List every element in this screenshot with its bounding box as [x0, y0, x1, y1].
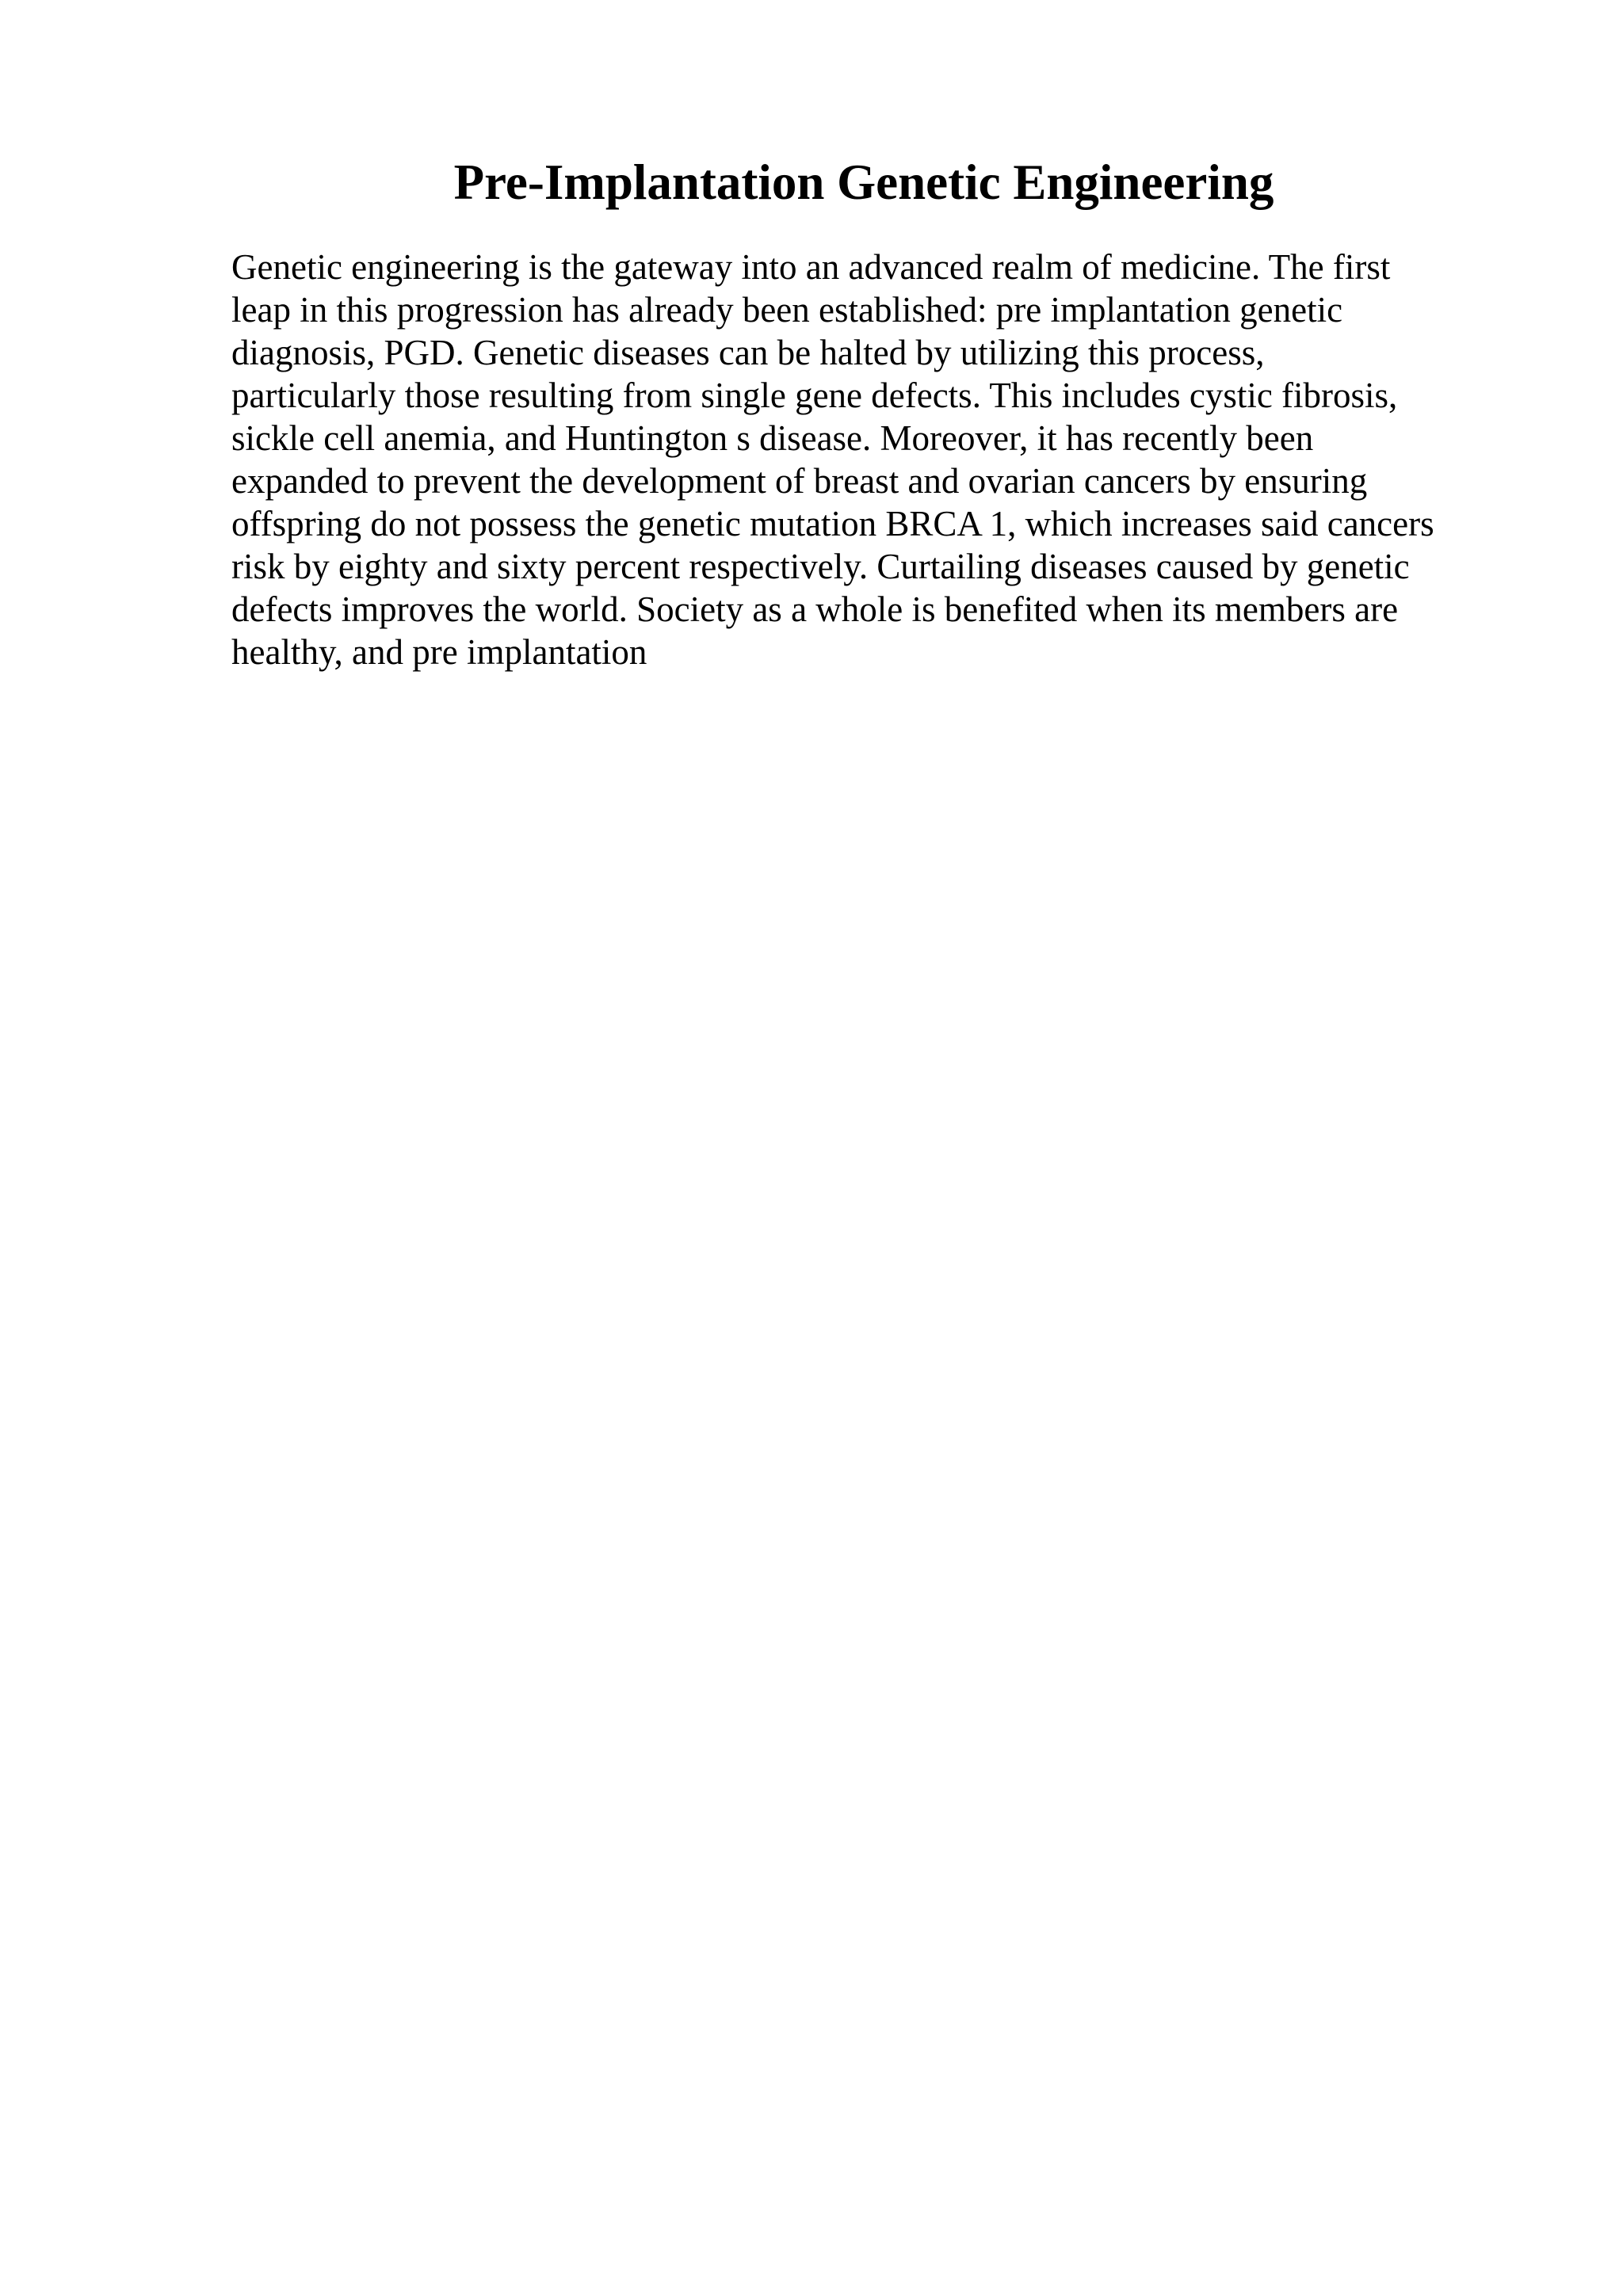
paragraph-line: offspring do not possess the genetic mutation BRCA 1, which increases said cancers	[231, 504, 1434, 543]
paragraph-line: sickle cell anemia, and Huntington s disease. Moreover, it has recently been	[231, 418, 1314, 458]
paragraph-line: diagnosis, PGD. Genetic diseases can be halted by utilizing this process,	[231, 333, 1265, 372]
paragraph-line: risk by eighty and sixty percent respectively. Curtailing diseases caused by genetic	[231, 547, 1410, 586]
document-title: Pre-Implantation Genetic Engineering	[453, 154, 1274, 210]
paragraph-line: defects improves the world. Society as a whole is benefited when its members are	[231, 589, 1399, 629]
paragraph-line: particularly those resulting from single gene defects. This includes cystic fibrosis,	[231, 376, 1398, 415]
paragraph-line: expanded to prevent the development of breast and ovarian cancers by ensuring	[231, 461, 1368, 501]
paragraph-line: leap in this progression has already been established: pre implantation genetic	[231, 290, 1343, 330]
paragraph-line: healthy, and pre implantation	[231, 632, 647, 672]
body-paragraph	[231, 246, 1499, 673]
paragraph-line: Genetic engineering is the gateway into an advanced realm of medicine. The first	[231, 247, 1391, 287]
